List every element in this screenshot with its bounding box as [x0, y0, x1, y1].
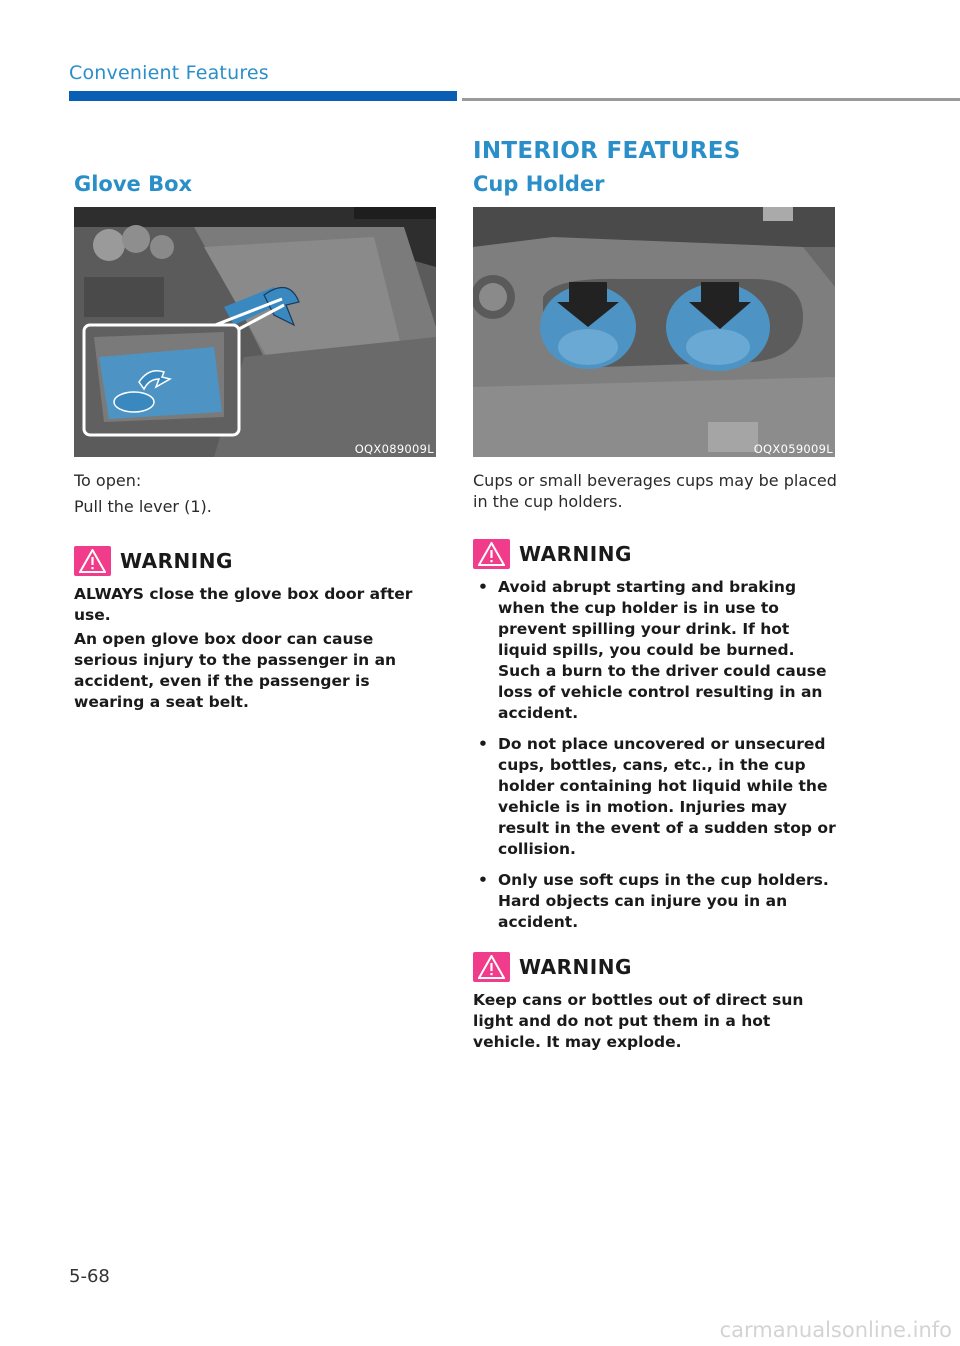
- sunlight-warning-text: Keep cans or bottles out of direct sun light and do not put them in a hot vehicle. It may explode.: [473, 991, 804, 1051]
- warning-icon: [473, 539, 510, 569]
- cup-holder-description: Cups or small beverages cups may be placed in the cup holders.: [473, 471, 837, 511]
- cup-holder-warning-header-2: [473, 952, 632, 982]
- warning-label: WARNING: [519, 542, 632, 566]
- interior-features-heading: INTERIOR FEATURES: [473, 138, 741, 164]
- glove-box-warning-text-2: An open glove box door can cause serious injury to the passenger in an accident, even if the passenger is wearing a seat belt.: [74, 630, 397, 711]
- header-bar-gray: [462, 98, 960, 101]
- list-item: • Only use soft cups in the cup holders. Hard objects can injure you in an accident.: [478, 871, 829, 931]
- cup-holder-illustration: [473, 207, 835, 457]
- watermark: carmanualsonline.info: [719, 1318, 952, 1342]
- warning-label: WARNING: [519, 955, 632, 979]
- running-header: Convenient Features: [69, 62, 269, 84]
- glove-box-warning-text-1: ALWAYS close the glove box door after use.: [74, 585, 413, 624]
- glove-box-title: Glove Box: [74, 172, 193, 196]
- to-open-text: To open:: [74, 471, 142, 490]
- cup-holder-drawing: [473, 207, 835, 457]
- cup-holder-title: Cup Holder: [473, 172, 605, 196]
- warning-icon: [74, 546, 111, 576]
- warning-icon: [473, 952, 510, 982]
- pull-lever-text: Pull the lever (1).: [74, 497, 212, 516]
- cup-holder-figure-code: OQX059009L: [753, 442, 833, 456]
- cup-holder-warning-header-1: [473, 539, 632, 569]
- list-item: • Do not place uncovered or unsecured cups, bottles, cans, etc., in the cup holder containing hot liquid while the vehicle is in motion. Injuries may result in the event of a sudden stop or collision.: [478, 735, 836, 858]
- header-bar-blue: [69, 91, 457, 101]
- glove-box-warning-header: [74, 546, 233, 576]
- list-item: • Avoid abrupt starting and braking when the cup holder is in use to prevent spilling your drink. If hot liquid spills, you could be burned. Such a burn to the driver could cause loss of vehicle control resulting in an accident.: [478, 578, 827, 722]
- warning-label: WARNING: [120, 549, 233, 573]
- cup-holder-warning-list: [473, 577, 837, 943]
- glove-box-figure-code: OQX089009L: [354, 442, 434, 456]
- glove-box-drawing: [74, 207, 436, 457]
- page-number: 5-68: [69, 1266, 110, 1287]
- glove-box-illustration: [74, 207, 436, 457]
